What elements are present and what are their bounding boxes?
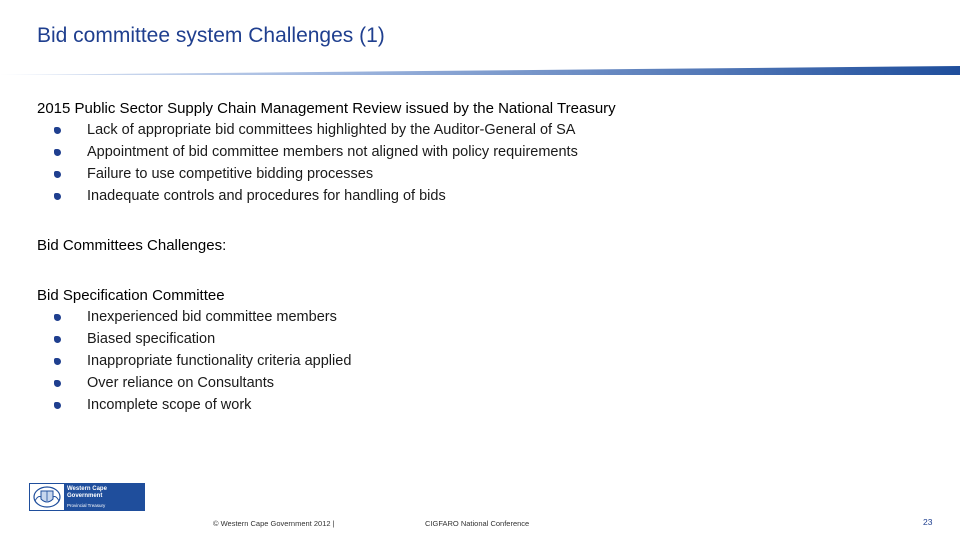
- bullet-icon: [54, 314, 61, 321]
- list-item: [37, 328, 937, 350]
- list-item-text: Inexperienced bid committee members: [87, 309, 337, 325]
- coat-of-arms-icon: [30, 484, 64, 510]
- list-item: [37, 350, 937, 372]
- list-item: [37, 163, 937, 185]
- title-underline-bar: [0, 66, 960, 75]
- footer-copyright: © Western Cape Government 2012 |: [213, 519, 335, 528]
- page-number: 23: [923, 517, 933, 527]
- section-heading-challenges: Bid Committees Challenges:: [37, 237, 227, 254]
- bullet-icon: [54, 193, 61, 200]
- list-item-text: Appointment of bid committee members not aligned with policy requirements: [87, 144, 578, 160]
- list-item: [37, 119, 937, 141]
- bullet-icon: [54, 358, 61, 365]
- list-item-text: Inappropriate functionality criteria applied: [87, 353, 352, 369]
- list-item: [37, 372, 937, 394]
- bullet-icon: [54, 402, 61, 409]
- list-item: [37, 394, 937, 416]
- bullet-icon: [54, 171, 61, 178]
- section-heading-specification: Bid Specification Committee: [37, 287, 225, 304]
- section-heading-review: 2015 Public Sector Supply Chain Management Review issued by the National Treasury: [37, 100, 616, 117]
- slide-title: Bid committee system Challenges (1): [37, 24, 385, 47]
- bullet-icon: [54, 127, 61, 134]
- review-findings-list: [37, 119, 937, 207]
- list-item-text: Over reliance on Consultants: [87, 375, 274, 391]
- list-item-text: Inadequate controls and procedures for handling of bids: [87, 188, 446, 204]
- list-item-text: Failure to use competitive bidding processes: [87, 166, 374, 182]
- slide-body: [37, 99, 937, 416]
- list-item-text: Incomplete scope of work: [87, 397, 252, 413]
- bullet-icon: [54, 149, 61, 156]
- list-item: [37, 306, 937, 328]
- footer-event-name: CIGFARO National Conference: [425, 519, 530, 528]
- specification-challenges-list: [37, 306, 937, 416]
- list-item: [37, 141, 937, 163]
- list-item: [37, 185, 937, 207]
- logo-line-1: Western Cape: [67, 486, 107, 492]
- western-cape-government-logo: [29, 483, 145, 511]
- list-item-text: Biased specification: [87, 331, 216, 347]
- bullet-icon: [54, 336, 61, 343]
- list-item-text: Lack of appropriate bid committees highlighted by the Auditor-General of SA: [87, 122, 576, 138]
- logo-line-3: Provincial Treasury: [67, 503, 106, 508]
- logo-line-2: Government: [67, 492, 103, 499]
- logo-wordmark: [64, 484, 144, 510]
- bullet-icon: [54, 380, 61, 387]
